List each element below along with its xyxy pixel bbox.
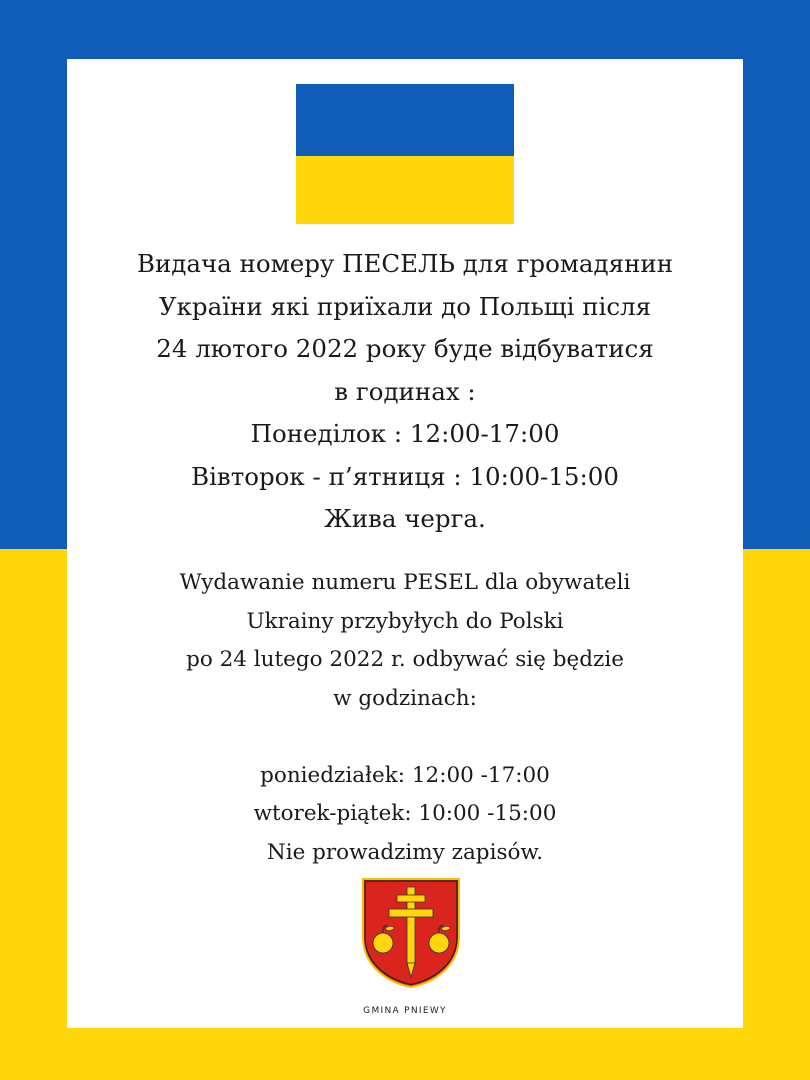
pl-line: w godzinach:: [333, 685, 477, 711]
ua-hours-tue-fri: Вівторок - п’ятниця : 10:00-15:00: [191, 461, 619, 491]
ua-line: в годинах :: [334, 376, 476, 406]
ua-line: 24 лютого 2022 року буде відбуватися: [156, 334, 654, 363]
coat-of-arms-icon: [361, 877, 461, 989]
ua-line: України які приїхали до Польщі після: [158, 291, 652, 321]
ua-hours-monday: Понеділок : 12:00-17:00: [250, 419, 560, 448]
ua-line: Видача номеру ПЕСЕЛЬ для громадянин: [136, 249, 674, 278]
flag-yellow-stripe: [296, 156, 514, 224]
flag-blue-stripe: [296, 84, 514, 156]
pl-line: Wydawanie numeru PESEL dla obywateli: [179, 570, 631, 595]
pl-line: po 24 lutego 2022 r. odbywać się będzie: [186, 647, 624, 672]
crest-caption: GMINA PNIEWY: [363, 1006, 447, 1016]
pl-no-registration-note: Nie prowadzimy zapisów.: [266, 839, 544, 865]
spacer: [67, 718, 743, 757]
ukraine-flag-icon: [296, 84, 514, 224]
pl-hours-tue-fri: wtorek-piątek: 10:00 -15:00: [253, 801, 557, 826]
notice-polish: [67, 564, 743, 872]
ua-queue-note: Жива черга.: [324, 504, 486, 533]
notice-ukrainian: [67, 243, 743, 541]
pl-line: Ukrainy przybyłych do Polski: [246, 608, 564, 634]
pl-hours-monday: poniedziałek: 12:00 -17:00: [260, 762, 550, 788]
notice-card: [67, 59, 743, 1028]
